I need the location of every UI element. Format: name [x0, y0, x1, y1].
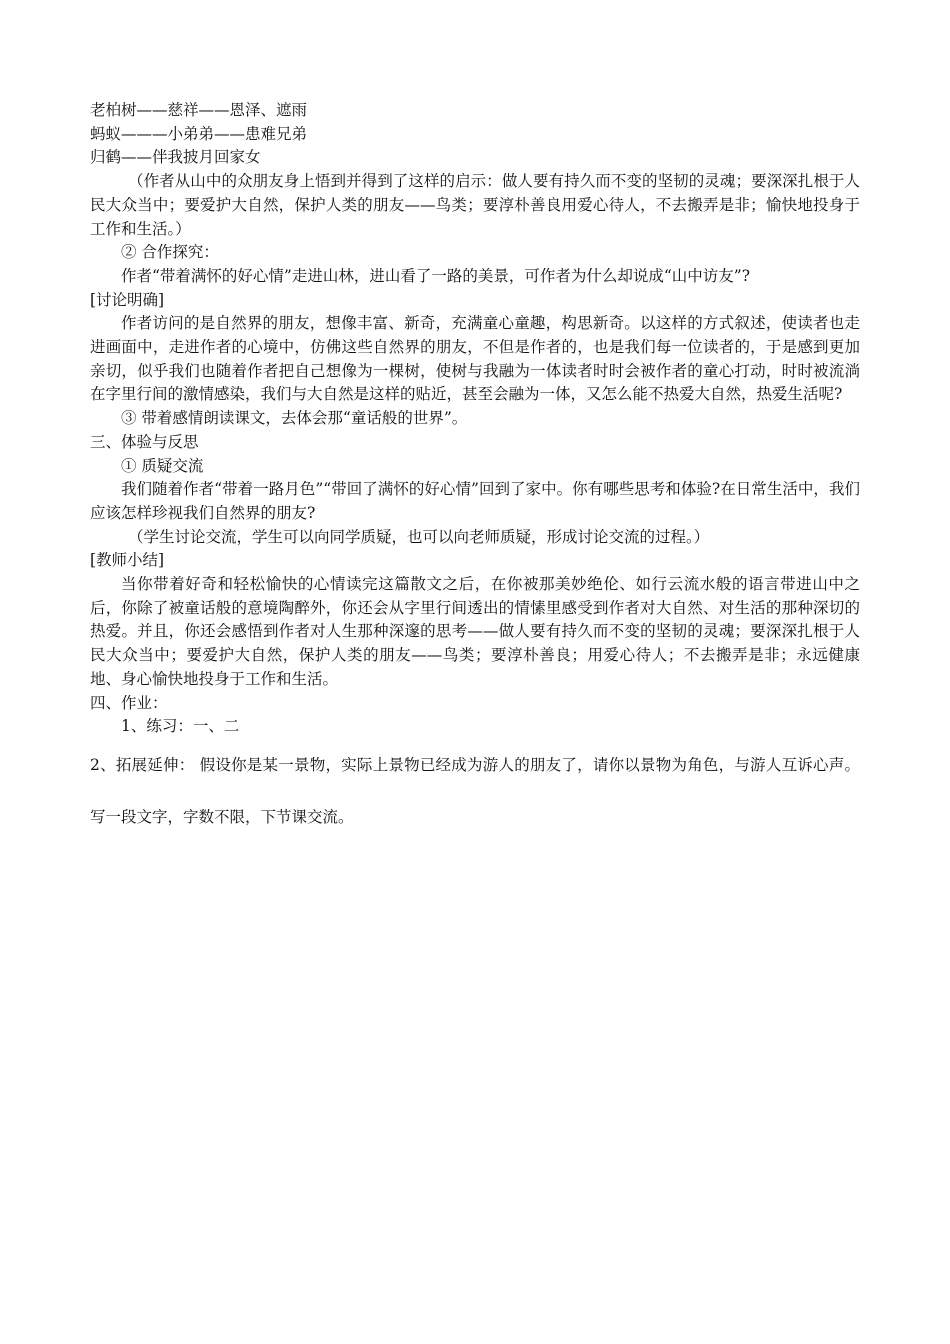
question-exchange-heading: ① 质疑交流 [121, 456, 204, 475]
section-four-heading: 四、作业： [90, 693, 168, 712]
metaphor-line-ant: 蚂蚁———小弟弟——患难兄弟 [90, 124, 308, 143]
metaphor-line-cypress: 老柏树——慈祥——恩泽、遮雨 [90, 101, 308, 119]
metaphor-line-crane: 归鹤——伴我披月回家女 [90, 148, 261, 167]
reflection-question-paragraph: 我们随着作者“带着一路月色”“带回了满怀的好心情”回到了家中。你有哪些思考和体验?在日常生活中，我们应该怎样珍视我们自然界的朋友? [90, 480, 860, 522]
insight-paragraph: （作者从山中的众朋友身上悟到并得到了这样的启示：做人要有持久而不变的坚韧的灵魂；要深深扎根于人民大众当中；要爱护大自然，保护人类的朋友——鸟类；要淳朴善良用爱心待人，不去搬弄是非；愉快地投身于工作和生活。） [90, 172, 860, 238]
cooperative-inquiry-heading: ② 合作探究： [121, 243, 219, 262]
read-aloud-heading: ③ 带着感情朗读课文，去体会那“童话般的世界”。 [121, 409, 468, 428]
student-discussion-paragraph: （学生讨论交流，学生可以向同学质疑，也可以向老师质疑，形成讨论交流的过程。） [128, 527, 710, 546]
inquiry-question-paragraph: 作者“带着满怀的好心情”走进山林，进山看了一路的美景，可作者为什么却说成“山中访友”? [121, 266, 751, 285]
discussion-label: [讨论明确] [90, 290, 165, 309]
discussion-paragraph: 作者访问的是自然界的朋友，想像丰富、新奇，充满童心童趣，构思新奇。以这样的方式叙述，使读者也走进画面中，走进作者的心境中，仿佛这些自然界的朋友，不但是作者的，也是我们每一位读者的，于是感到更加亲切，似乎我们也随着作者把自己想像为一棵树，使树与我融为一体读者时时会被作者的童心打动，时时被流淌在字里行间的激情感染，我们与大自然是这样的贴近，甚至会融为一体，又怎么能不热爱大自然，热爱生活呢? [90, 314, 860, 404]
teacher-summary-paragraph: 当你带着好奇和轻松愉快的心情读完这篇散文之后，在你被那美妙绝伦、如行云流水般的语言带进山中之后，你除了被童话般的意境陶醉外，你还会从字里行间透出的情愫里感受到作者对大自然、对生活的那种深切的热爱。并且，你还会感悟到作者对人生那种深邃的思考——做人要有持久而不变的坚韧的灵魂；要深深扎根于人民大众当中；要爱护大自然，保护人类的朋友——鸟类；要淳朴善良；用爱心待人；不去搬弄是非；永远健康地、身心愉快地投身于工作和生活。 [90, 575, 860, 688]
homework-item-2: 2、拓展延伸： 假设你是某一景物，实际上景物已经成为游人的朋友了，请你以景物为角色，与游人互诉心声。写一段文字，字数不限，下节课交流。 [90, 755, 860, 826]
homework-item-1: 1、练习：一、二 [121, 717, 240, 736]
section-three-heading: 三、体验与反思 [90, 432, 199, 451]
document-page [90, 99, 860, 843]
teacher-summary-label: [教师小结] [90, 551, 165, 570]
